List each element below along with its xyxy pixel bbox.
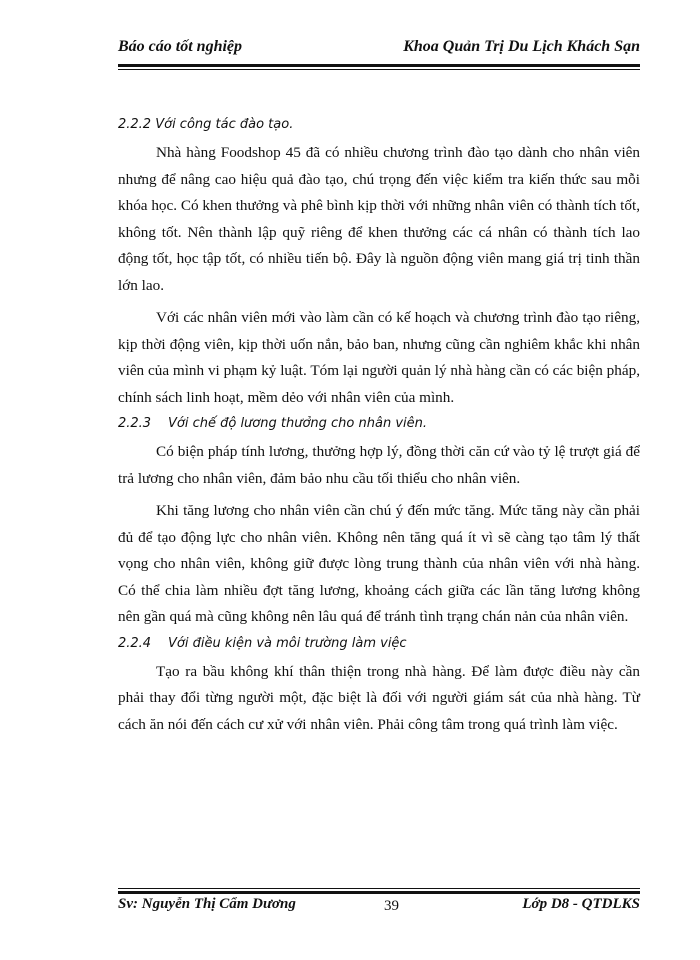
paragraph: Với các nhân viên mới vào làm cần có kế hoạch và chương trình đào tạo riêng, kịp thời động viên, kịp thời uốn nắn, bảo ban, nhưng cũng cần nghiêm khắc khi nhân viên của mình vi phạm kỷ luật. Tóm lại người quản lý nhà hàng cần có các biện pháp, chính sách linh hoạt, mềm dẻo với nhân viên của mình.: [118, 309, 640, 406]
section-title: Với chế độ lương thưởng cho nhân viên.: [168, 416, 427, 431]
header-rule-thick: [118, 64, 640, 67]
section-number: 2.2.2: [118, 117, 152, 132]
section-number: 2.2.4: [118, 635, 152, 651]
footer-class-code: Lớp D8 - QTDLKS: [522, 896, 640, 912]
paragraph: Tạo ra bầu không khí thân thiện trong nhà hàng. Để làm được điều này cần phải thay đổi từng người một, đặc biệt là đối với người giám sát của nhà hàng. Từ cách ăn nói đến cách cư xử với nhân viên. Phải công tâm trong quá trình làm việc.: [118, 662, 640, 733]
section-title: Với điều kiện và môi trường làm việc: [168, 635, 407, 651]
footer-student-name: Sv: Nguyễn Thị Cẩm Dương: [118, 896, 296, 912]
paragraph: Nhà hàng Foodshop 45 đã có nhiều chương trình đào tạo dành cho nhân viên nhưng để nâng cao hiệu quả đào tạo, chú trọng đến việc kiểm tra kiến thức sau mỗi khóa học. Có khen thưởng và phê bình kịp thời với những nhân viên có thành tích tốt, không tốt. Nên thành lập quỹ riêng để khen thưởng các cá nhân có thành tích lao động tốt, học tập tốt, có nhiều tiến bộ. Đây là nguồn động viên mang giá trị tinh thần lớn lao.: [118, 144, 640, 294]
header-faculty: Khoa Quản Trị Du Lịch Khách Sạn: [403, 38, 640, 55]
section-heading-2-2-2: [118, 112, 640, 138]
footer-rule-thin: [118, 888, 640, 889]
page-number: 39: [384, 898, 399, 914]
page-body: [118, 112, 640, 738]
header-rule-thin: [118, 69, 640, 70]
paragraph: Có biện pháp tính lương, thưởng hợp lý, đồng thời căn cứ vào tỷ lệ trượt giá để trả lương cho nhân viên, đảm bảo nhu cầu tối thiểu cho nhân viên.: [118, 443, 640, 487]
paragraph: Khi tăng lương cho nhân viên cần chú ý đến mức tăng. Mức tăng này cần phải đủ để tạo động lực cho nhân viên. Không nên tăng quá ít vì sẽ càng tạo tâm lý thất vọng cho nhân viên, không giữ được lòng trung thành của nhân viên với nhà hàng. Có thể chia làm nhiều đợt tăng lương, khoảng cách giữa các lần tăng lương không nên gần quá mà cũng không nên lâu quá để tránh tình trạng chán nản của nhân viên.: [118, 502, 640, 625]
section-heading-2-2-4: [118, 631, 640, 657]
page-footer: [118, 896, 640, 924]
footer-rule-thick: [118, 891, 640, 894]
section-title: Với công tác đào tạo.: [155, 117, 294, 132]
page-header: [118, 38, 640, 66]
section-heading-2-2-3: [118, 411, 640, 437]
header-report-title: Báo cáo tốt nghiệp: [118, 38, 243, 55]
section-number: 2.2.3: [118, 416, 152, 431]
